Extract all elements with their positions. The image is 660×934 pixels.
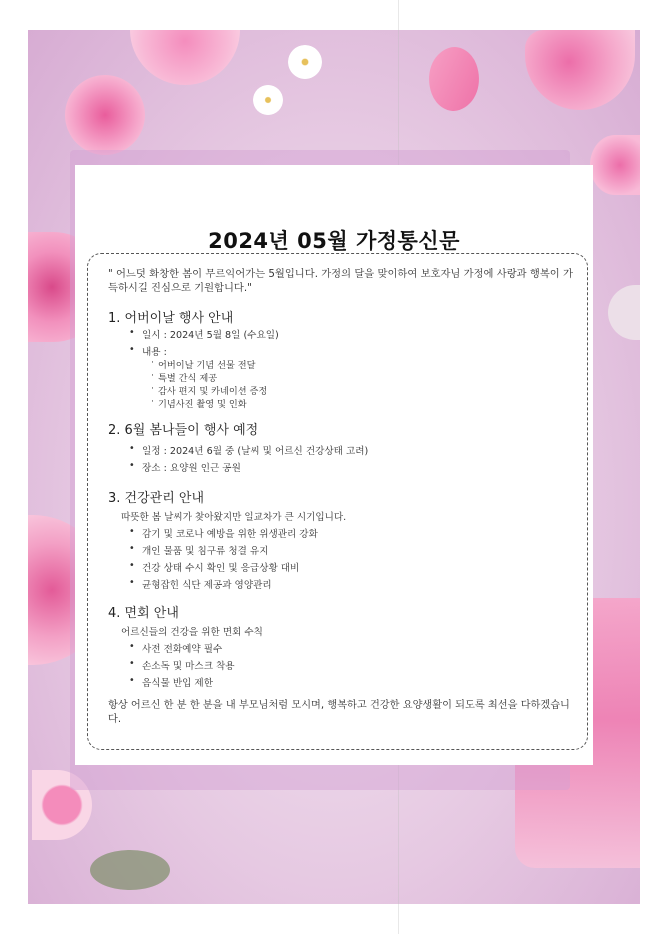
section-note: 어르신들의 건강을 위한 면회 수칙 (121, 627, 263, 638)
bullet-item: • 개인 물품 및 침구류 청결 유지 (142, 543, 268, 557)
bullet-item: • 건강 상태 수시 확인 및 응급상황 대비 (142, 560, 299, 574)
section-heading-4: 4. 면회 안내 (108, 606, 179, 621)
pink-rose-right (590, 135, 640, 195)
page-title: 2024년 05월 가정통신문 (208, 229, 460, 253)
bullet-item: • 사전 전화예약 필수 (142, 641, 222, 655)
bullet-item: • 감기 및 코로나 예방을 위한 위생관리 강화 (142, 526, 318, 540)
white-blossom (288, 45, 322, 79)
bullet-item: • 내용 : (142, 344, 167, 358)
bullet-item: • 일시 : 2024년 5월 8일 (수요일) (142, 327, 279, 341)
sub-item: · 기념사진 촬영 및 인화 (158, 396, 247, 410)
section-note: 따뜻한 봄 날씨가 찾아왔지만 일교차가 큰 시기입니다. (121, 512, 347, 523)
section-heading-2: 2. 6월 봄나들이 행사 예정 (108, 423, 259, 438)
intro-text: " 어느덧 화창한 봄이 무르익어가는 5월입니다. 가정의 달을 맞이하여 보호자님 가정에 사랑과 행복이 가득하시길 진심으로 기원합니다." (108, 268, 573, 294)
section-heading-3: 3. 건강관리 안내 (108, 491, 205, 506)
closing-text: 항상 어르신 한 분 한 분을 내 부모님처럼 모시며, 행복하고 건강한 요양생활이 되도록 최선을 다하겠습니다. (108, 700, 570, 725)
pink-rose-top-left (65, 75, 145, 155)
white-blossom-small (253, 85, 283, 115)
sub-item: · 어버이날 기념 선물 전달 (158, 357, 256, 371)
bullet-item: • 장소 : 요양원 인근 공원 (142, 460, 241, 474)
section-heading-1: 1. 어버이날 행사 안내 (108, 311, 234, 326)
leaf-bottom (90, 850, 170, 890)
bullet-item: • 일정 : 2024년 6월 중 (날씨 및 어르신 건강상태 고려) (142, 443, 368, 457)
sub-item: · 특별 간식 제공 (158, 370, 217, 384)
bullet-item: • 음식물 반입 제한 (142, 675, 213, 689)
sub-item: · 감사 편지 및 카네이션 증정 (158, 383, 267, 397)
bullet-item: • 손소독 및 마스크 착용 (142, 658, 235, 672)
bullet-item: • 균형잡힌 식단 제공과 영양관리 (142, 577, 272, 591)
